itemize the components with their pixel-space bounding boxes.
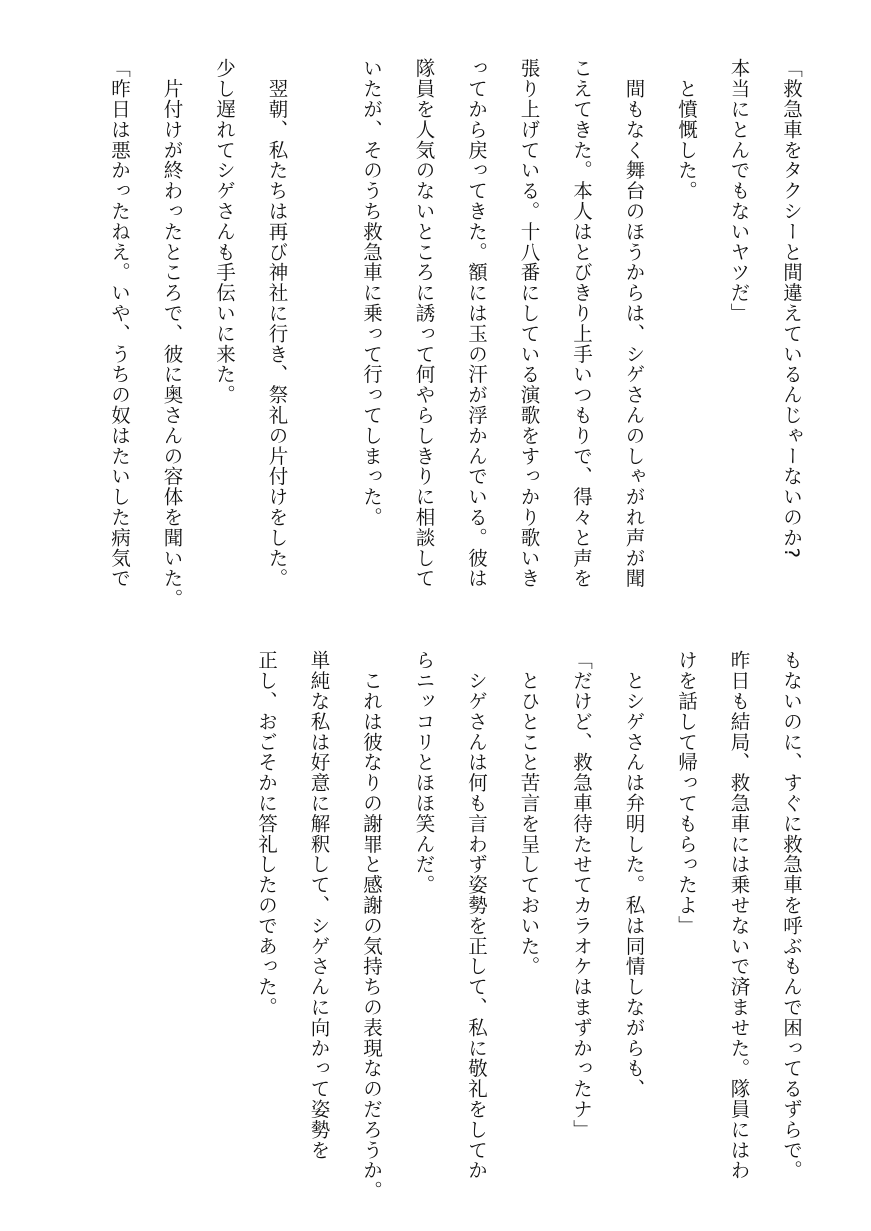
text-column: とシゲさんは弁明した。私は同情しながらも、 bbox=[622, 650, 646, 1099]
text-column: こえてきた。本人はとびきり上手いつもりで、得々と声を bbox=[570, 58, 593, 589]
text-column: 間もなく舞台のほうからは、シゲさんのしゃがれ声が聞 bbox=[622, 58, 646, 589]
text-column: 本当にとんでもないヤツだ」 bbox=[727, 58, 751, 324]
text-column: 昨日も結局、救急車には乗せないで済ませた。隊員にはわ bbox=[727, 650, 751, 1181]
text-column: けを話して帰ってもらったよ」 bbox=[675, 650, 698, 936]
text-column: これは彼なりの謝罪と感謝の気持ちの表現なのだろうか。 bbox=[360, 650, 383, 1201]
text-column: 正し、おごそかに答礼したのであった。 bbox=[255, 650, 278, 1018]
text-column: と憤慨した。 bbox=[675, 58, 698, 201]
text-column: 翌朝、私たちは再び神社に行き、祭礼の片付けをした。 bbox=[265, 58, 289, 589]
text-column: 「昨日は悪かったねえ。いや、うちの奴はたいした病気で bbox=[108, 58, 131, 589]
text-column: 「救急車をタクシーと間違えているんじゃーないのか? bbox=[780, 58, 803, 559]
text-column: とひとこと苦言を呈しておいた。 bbox=[517, 650, 541, 977]
text-column: 張り上げている。十八番にしている演歌をすっかり歌いき bbox=[517, 58, 541, 589]
text-column: 単純な私は好意に解釈して、シゲさんに向かって姿勢を bbox=[307, 650, 331, 1160]
text-column: 片付けが終わったところで、彼に奥さんの容体を聞いた。 bbox=[160, 58, 184, 609]
text-column: もないのに、すぐに救急車を呼ぶもんで困ってるずらで。 bbox=[780, 650, 803, 1181]
text-column: シゲさんは何も言わず姿勢を正して、私に敬礼をしてか bbox=[465, 650, 488, 1181]
text-column: ってから戻ってきた。額には玉の汗が浮かんでいる。彼は bbox=[465, 58, 488, 589]
text-column: 隊員を人気のないところに誘って何やらしきりに相談して bbox=[412, 58, 436, 589]
paragraph-gap bbox=[303, 58, 345, 598]
text-column: 「だけど、救急車待たせてカラオケはまずかったナ」 bbox=[570, 650, 593, 1140]
text-column: いたが、そのうち救急車に乗って行ってしまった。 bbox=[360, 58, 383, 528]
text-column: らニッコリとほほ笑んだ。 bbox=[412, 650, 436, 895]
lower-text-block bbox=[240, 650, 818, 1201]
text-column: 少し遅れてシゲさんも手伝いに来た。 bbox=[213, 58, 236, 405]
upper-text-block bbox=[93, 58, 818, 609]
